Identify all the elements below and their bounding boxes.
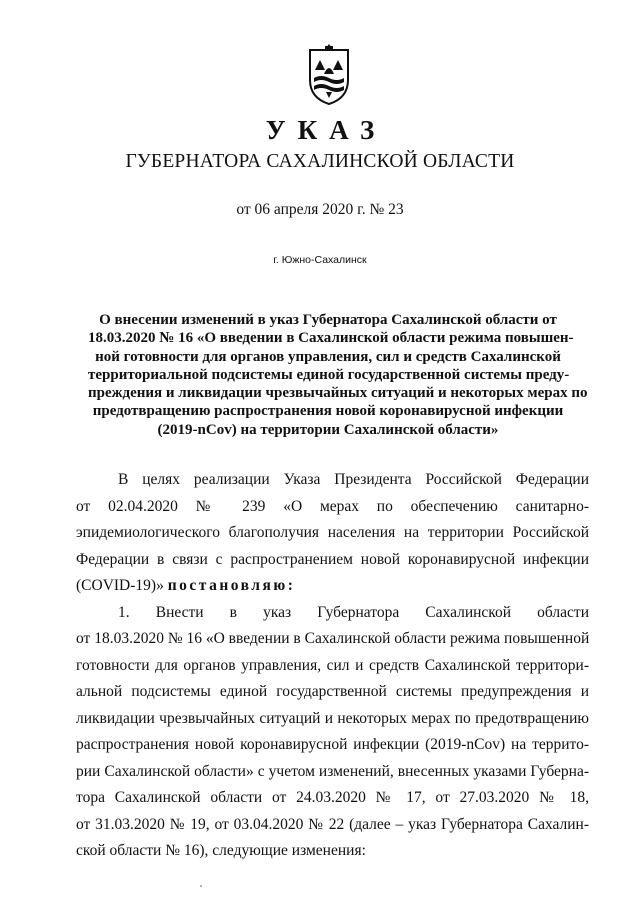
paragraph-2-line: альной подсистемы единой государственной системы предупреждения и <box>76 683 589 700</box>
paragraph-1-line: Федерации в связи с распространением новой коронавирусной инфекции <box>76 550 589 568</box>
document-heading <box>88 311 588 439</box>
coat-of-arms-emblem <box>306 40 352 106</box>
heading-line: предотвращению распространения новой коронавирусной инфекции <box>92 403 564 420</box>
issuer-subtitle: ГУБЕРНАТОРА САХАЛИНСКОЙ ОБЛАСТИ <box>125 151 515 172</box>
heading-line: территориальной подсистемы единой государственной системы преду- <box>88 366 570 383</box>
paragraph-2-line: распространения новой коронавирусной инфекции (2019-nCov) на террито- <box>76 736 589 753</box>
heading-line: О внесении изменений в указ Губернатора Сахалинской области от <box>99 312 557 328</box>
paragraph-2-line: от 31.03.2020 № 19, от 03.04.2020 № 22 (далее – указ Губернатора Сахалин- <box>76 815 589 833</box>
document-type-title: УКАЗ <box>265 115 387 145</box>
heading-line: ной готовности для органов управления, сил и средств Сахалинской <box>95 348 561 365</box>
paragraph-2-line: от 18.03.2020 № 16 «О введении в Сахалинской области режима повышенной <box>76 630 590 647</box>
paragraph-2-line: 1. Внести в указ Губернатора Сахалинской области <box>118 603 589 621</box>
paragraph-2-line: тора Сахалинской области от 24.03.2020 № 17, от 27.03.2020 № 18, <box>76 789 589 806</box>
heading-line: 18.03.2020 № 16 «О введении в Сахалинской области режима повышен- <box>88 330 574 347</box>
paragraph-1-tail-text: (COVID-19)» <box>76 577 168 594</box>
paragraph-2-line: готовности для органов управления, сил и средств Сахалинской территори- <box>76 656 589 674</box>
heading-line: преждения и ликвидации чрезвычайных ситуаций и некоторых мерах по <box>88 385 588 402</box>
paragraph-1-line: от 02.04.2020 № 239 «О мерах по обеспечению санитарно- <box>76 497 589 515</box>
document-date-number: от 06 апреля 2020 г. № 23 <box>236 201 404 218</box>
document-body <box>76 467 589 865</box>
paragraph-2-line: рии Сахалинской области» с учетом изменений, внесенных указами Губерна- <box>76 762 589 780</box>
paragraph-1-last-line <box>76 573 589 600</box>
document-place: г. Южно-Сахалинск <box>273 254 367 266</box>
scan-speck <box>200 885 202 887</box>
paragraph-1-line: эпидемиологического благополучия населения на территории Российской <box>76 524 589 541</box>
paragraph-2-last-line: ской области № 16), следующие изменения: <box>76 842 366 859</box>
heading-line: (2019-nCov) на территории Сахалинской области» <box>157 421 499 438</box>
paragraph-2-line: ликвидации чрезвычайных ситуаций и некоторых мерах по предотвращению <box>76 709 589 727</box>
paragraph-1-line: В целях реализации Указа Президента Российской Федерации <box>118 471 589 488</box>
decree-verb: постановляю: <box>167 577 296 594</box>
